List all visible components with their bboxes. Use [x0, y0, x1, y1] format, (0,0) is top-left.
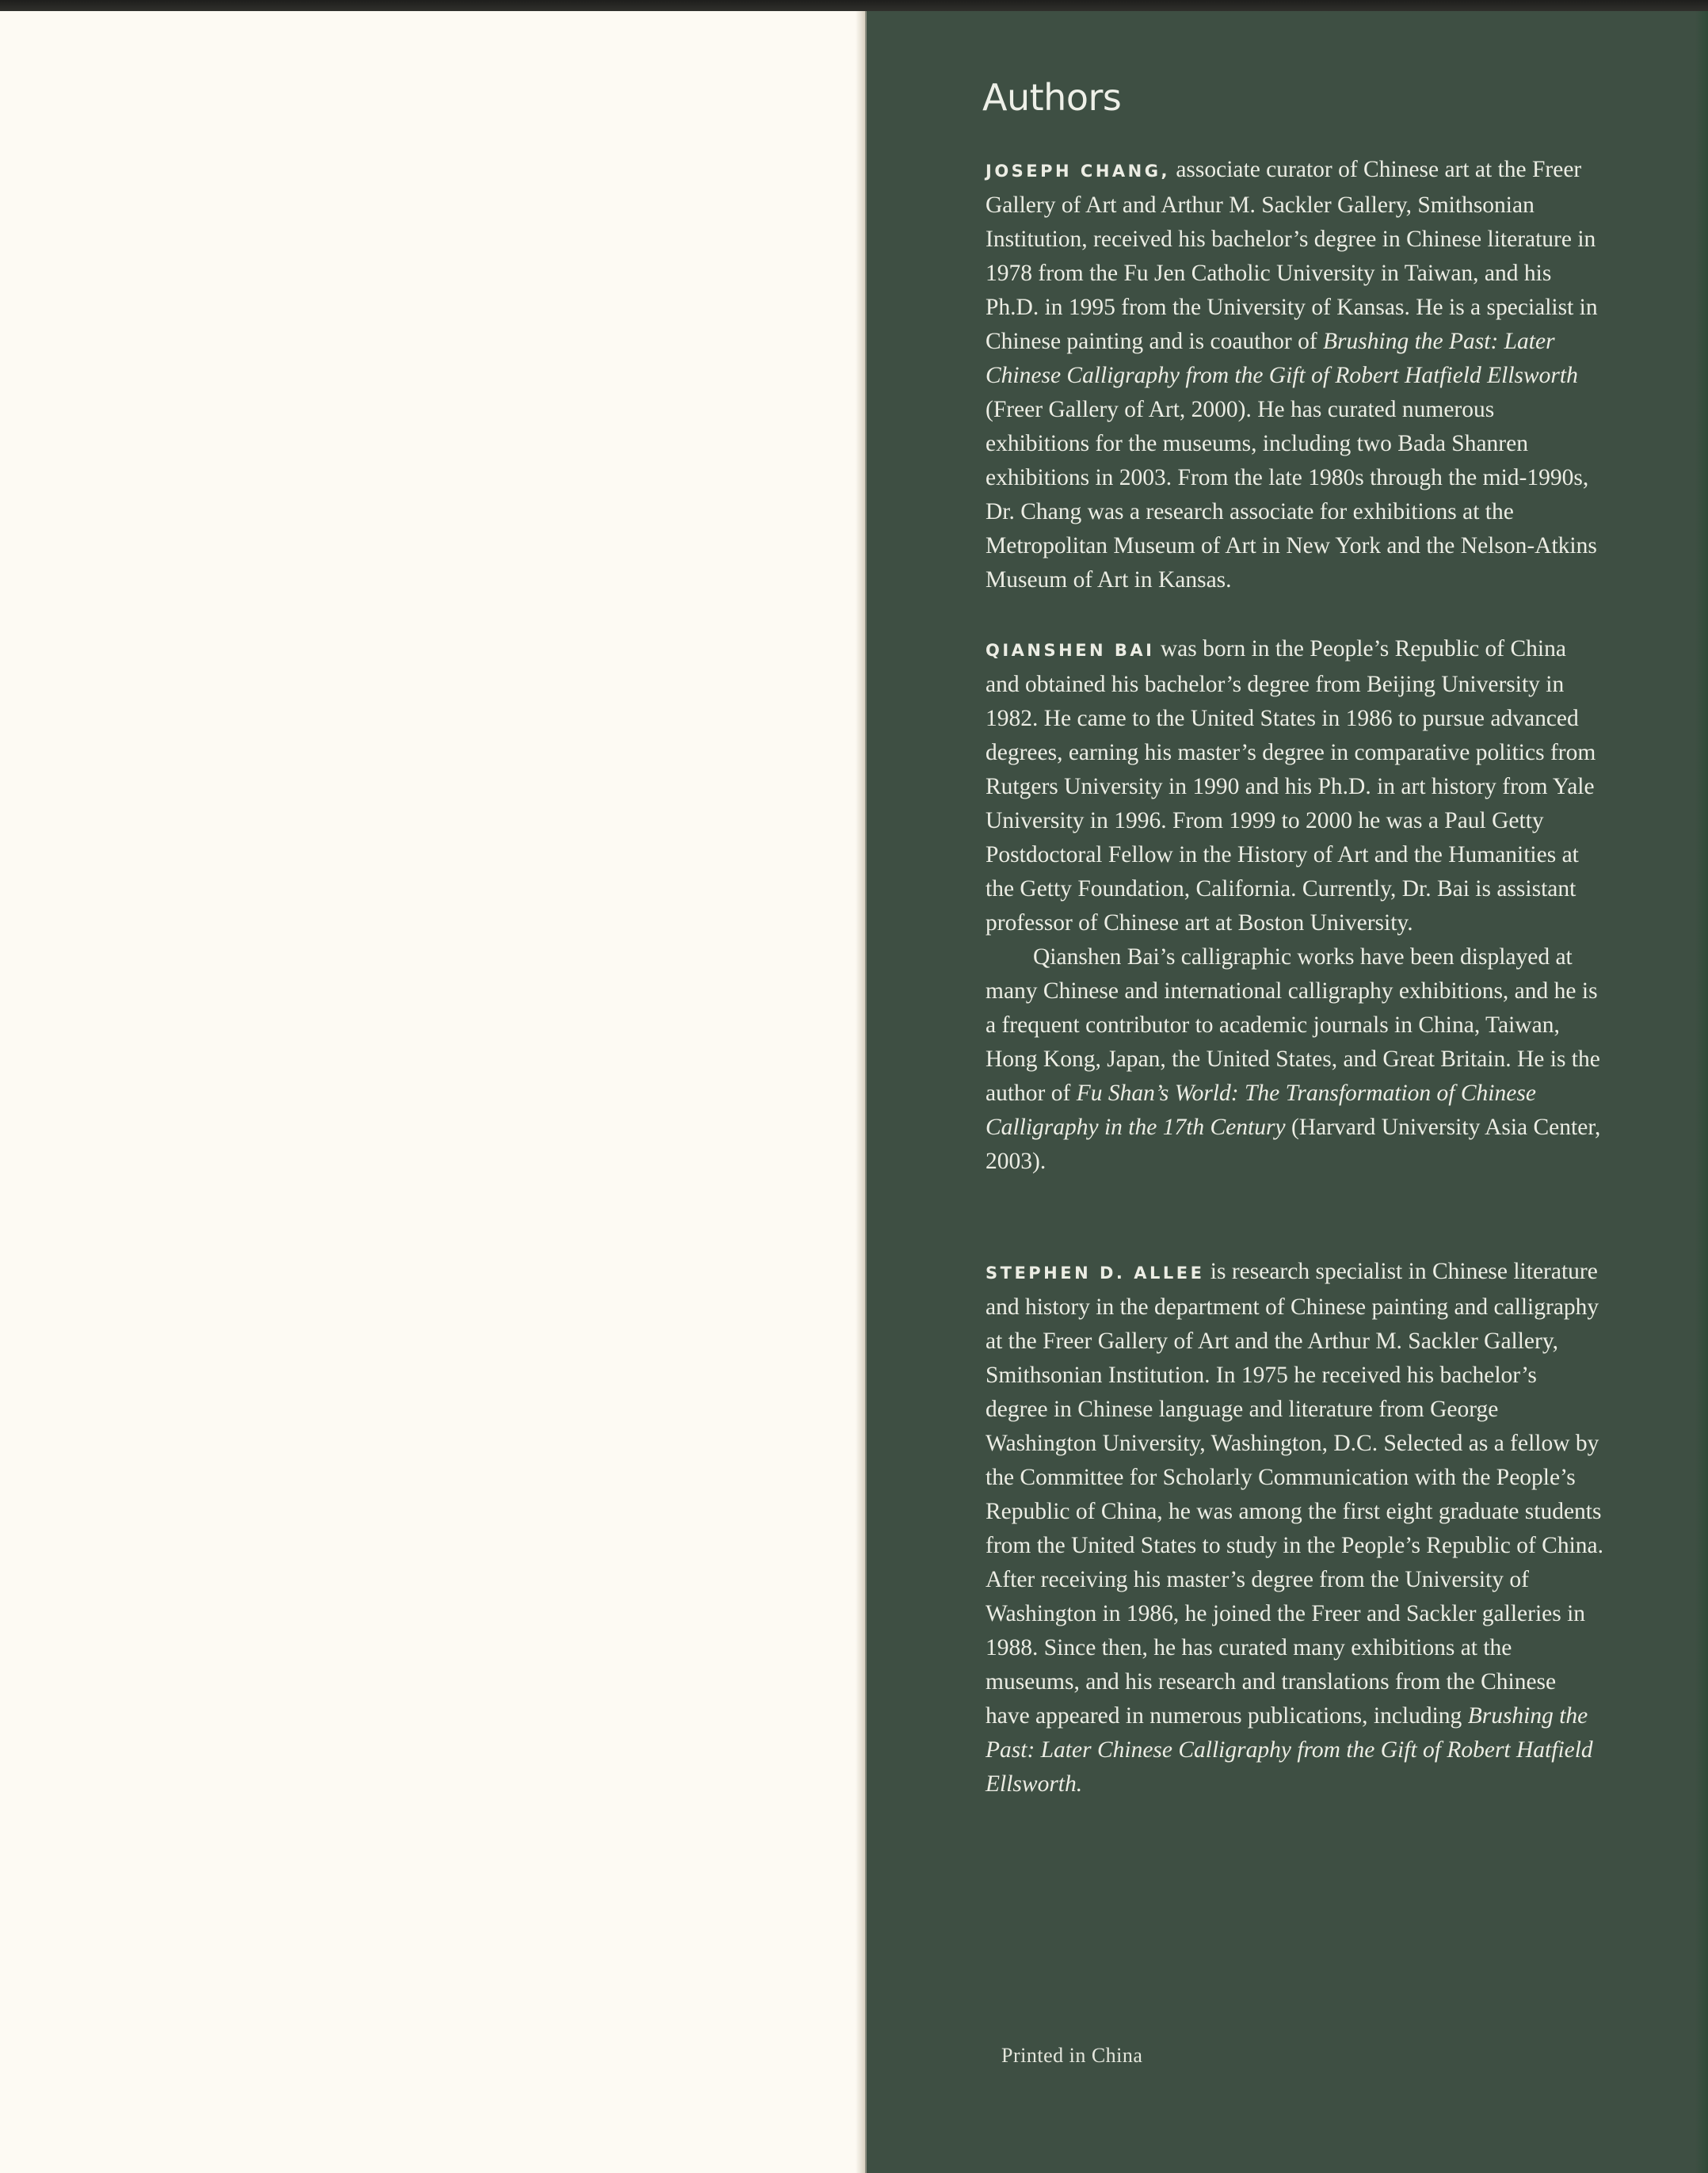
bio-text: (Harvard University Asia Center, 2003).: [986, 1115, 1601, 1174]
author-bio-chang: [986, 153, 1603, 597]
book-title: Brushing the Past: Later Chinese Calligraphy from the Gift of Robert Hatfield Ellsworth: [986, 329, 1578, 388]
blank-left-page: [0, 11, 865, 2173]
page-gutter-shadow: [856, 11, 865, 2173]
bio-text: Qianshen Bai’s calligraphic works have been displayed at many Chinese and international calligraphy exhibitions, and he is a frequent contributor to academic journals in China, Taiwan, Hong Kong, Japan, the United States, and Great Britain. He is the author of: [986, 944, 1600, 1106]
book-title: Fu Shan’s World: The Transformation of Chinese Calligraphy in the 17th Century: [986, 1081, 1536, 1140]
author-bio-allee: [986, 1255, 1603, 1801]
bio-paragraph: [986, 632, 1603, 940]
scanner-top-edge: [0, 0, 1708, 11]
bio-text: is research specialist in Chinese literature and history in the department of Chinese painting and calligraphy at the Freer Gallery of Art and the Arthur M. Sackler Gallery, Smithsonian Institution. In 1975 he received his bachelor’s degree in Chinese language and literature from George Washington University, Washington, D.C. Selected as a fellow by the Committee for Scholarly Communication with the People’s Republic of China, he was among the first eight graduate students from the United States to study in the People’s Republic of China. After receiving his master’s degree from the University of Washington in 1986, he joined the Freer and Sackler galleries in 1988. Since then, he has curated many exhibitions at the museums, and his research and translations from the Chinese have appeared in numerous publications, including: [986, 1259, 1604, 1729]
author-name: STEPHEN D. ALLEE: [986, 1264, 1205, 1283]
author-bio-bai: [986, 632, 1603, 1179]
printed-in-note: Printed in China: [1001, 2044, 1143, 2067]
bio-paragraph: [986, 153, 1603, 597]
cover-right-edge: [1695, 11, 1708, 2173]
bio-paragraph: [986, 940, 1603, 1179]
bio-text: associate curator of Chinese art at the Freer Gallery of Art and Arthur M. Sackler Gallery, Smithsonian Institution, received his bachelor’s degree in Chinese literature in 1978 from the Fu Jen Catholic University in Taiwan, and his Ph.D. in 1995 from the University of Kansas. He is a specialist in Chinese painting and is coauthor of: [986, 157, 1598, 354]
page-title: Authors: [982, 76, 1122, 119]
bio-text: (Freer Gallery of Art, 2000). He has curated numerous exhibitions for the museums, including two Bada Shanren exhibitions in 2003. From the late 1980s through the mid-1990s, Dr. Chang was a research associate for exhibitions at the Metropolitan Museum of Art in New York and the Nelson-Atkins Museum of Art in Kansas.: [986, 397, 1597, 593]
author-name: QIANSHEN BAI: [986, 641, 1155, 660]
author-name: JOSEPH CHANG,: [986, 162, 1170, 181]
book-title: Brushing the Past: Later Chinese Calligraphy from the Gift of Robert Hatfield Ellsworth.: [986, 1703, 1593, 1797]
bio-text: was born in the People’s Republic of China and obtained his bachelor’s degree from Beijing University in 1982. He came to the United States in 1986 to pursue advanced degrees, earning his master’s degree in comparative politics from Rutgers University in 1990 and his Ph.D. in art history from Yale University in 1996. From 1999 to 2000 he was a Paul Getty Postdoctoral Fellow in the History of Art and the Humanities at the Getty Foundation, California. Currently, Dr. Bai is assistant professor of Chinese art at Boston University.: [986, 636, 1596, 936]
bio-paragraph: [986, 1255, 1603, 1801]
